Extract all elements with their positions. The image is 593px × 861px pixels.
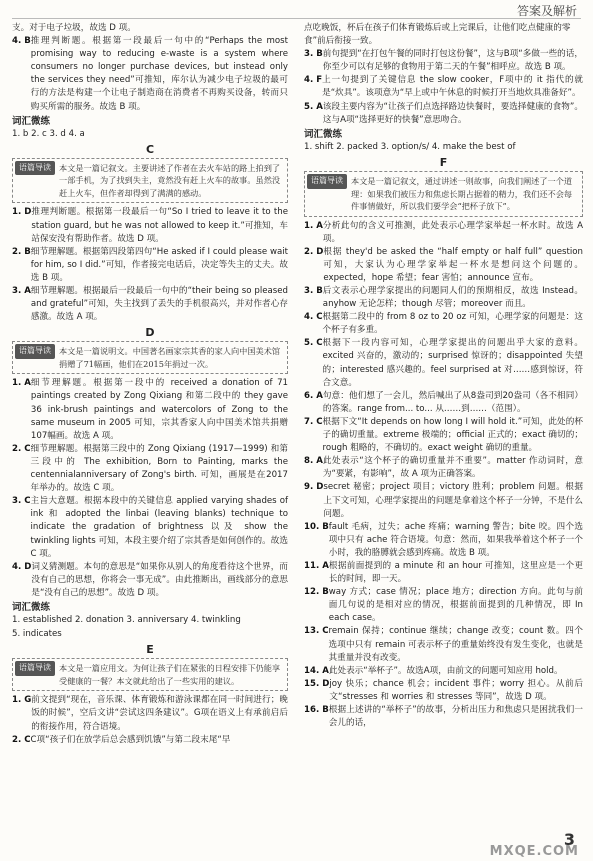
section-letter: E [146,643,154,657]
answer-entry [304,481,583,520]
left-column [12,22,288,747]
answer-number: 1. A [12,378,31,389]
answer-text: 此处表示“这个杯子的确切重量并不重要”。matter 作动词时，意为“要紧，有影响”，故 A 项为正确答案。 [322,456,583,480]
answer-entry [304,521,583,560]
section-letter: C [145,142,155,156]
passage-guide-tag: 语篇导读 [15,161,55,176]
vocab-answers: 1. b 2. c 3. d 4. a [12,128,85,139]
answer-entry [304,678,583,704]
vocab-heading: 词汇微练 [12,601,51,613]
answer-entry [304,560,583,586]
answer-number: 8. A [304,456,323,467]
page-header: 答案及解析 [516,4,577,18]
answer-number: 1. G [12,695,32,706]
answer-number: 3. A [12,286,31,296]
answer-number: 10. B [304,521,329,532]
header-divider [12,18,581,19]
answer-entry [304,665,583,678]
continued-text: 支。对于电子垃圾，故选 D 项。 [12,23,136,33]
answer-entry [12,377,288,442]
answer-number: 9. D [304,482,324,493]
answer-number: 14. A [304,665,329,676]
answer-text: 分析此句的含义可推测，此处表示心理学家举起一杯水时。故选 A 项。 [322,220,583,244]
answer-text: 后文表示心理学家提出的问题同人们的预期相反，故选 Instead。anyhow 无论怎样；though 尽管；moreover 而且。 [322,286,583,310]
answer-number: 4. B [12,36,31,47]
answer-text: 细节理解题。根据第三段中的 Zong Qixiang (1917—1999) 和第三段中的 The exhibition, Born to Painting, marks the centennialanniversary of Zong's birth. 可知，画展是在2017年举办的。故选 C 项。 [30,443,288,494]
answer-entry [12,694,288,733]
answer-entry [304,74,583,100]
answer-entry [304,48,583,74]
answer-number: 13. C [304,626,329,637]
answer-text: C项“孩子们在放学后总会感到饥饿”与第二段末尾“早 [30,734,231,745]
answer-entry [12,246,288,285]
answer-number: 1. D [12,207,32,218]
passage-guide-box [12,341,288,374]
answer-number: 7. C [304,416,323,427]
answer-entry [304,390,583,416]
answer-entry [304,285,583,311]
answer-entry [12,443,288,495]
answer-number: 2. D [304,246,324,257]
answer-text: way 方式；case 情况；place 地方；direction 方向。此句与前面几句说的是相对应的情况，根据前面提到的几种情况，即 In each case。 [328,587,583,624]
answer-text: 根据下一段内容可知，心理学家提出的问题出乎大家的意料。excited 兴奋的，激动的；surprised 惊讶的；disappointed 失望的；interested 感兴趣的。feel surprised at 对……感到惊讶，符合文意。 [322,338,583,388]
answer-number: 2. C [12,443,31,454]
passage-guide-tag: 语篇导读 [15,661,55,676]
watermark: MXQE.COM [489,844,579,859]
answer-number: 3. C [12,496,31,507]
answer-entry [304,586,583,625]
answer-text: 推理判断题。根据第一段最后一句中的“Perhaps the most promising way to reducing e-waste is a system where consumers no longer purchase devices, but instead only the services they need”可推知，库尔认为减少电子垃圾的最可行的方法是构建一个让电子制造商在消费者不再购买设备，转而只购买所需的服务。故选 B 项。 [30,36,288,112]
answer-text: secret 秘密；project 项目；victory 胜利；problem 问题。根据上下文可知，心理学家提出的问题是拿着这个杯子一分钟，不是什么问题。 [323,482,583,519]
answer-number: 3. B [304,286,323,296]
answer-text: 细节理解题。根据第四段第四句“He asked if I could please wait for him, so I did.”可知，作者接完电话后，决定等失主的丈夫。故选 B 项。 [30,246,288,283]
answer-text: fault 毛病，过失；ache 疼痛；warning 警告；bite 咬。四个选项中只有 ache 符合语境。句意：然而，如果我举着这个杯子一个小时，我的胳膊就会感到疼痛。故选 B 项。 [328,521,583,558]
passage-guide-tag: 语篇导读 [307,174,347,189]
section-letter: F [439,155,448,169]
passage-guide-text: 本文是一篇记叙文。主要讲述了作者在去火车站的路上拍到了一部手机，为了找到失主，竟然没有赶上火车的故事。虽然没赶上火车，但作者却得到了满满的感动。 [59,162,281,198]
answer-text: 词义猜测题。本句的意思是“如果你从别人的角度看待这个世界，而没有自己的思想，你将会一事无成”。由此推断出，画线部分的意思是“没有自己的思想”。故选 D 项。 [31,561,288,598]
answer-number: 11. A [304,560,329,571]
answer-text: 前文提到“现在，音乐课、体育锻炼和游泳课都在同一时间进行；晚饭的时候”，空后文讲“尝试这四条建议”。G项在语义上有承前启后的衔接作用，符合语境。 [31,695,288,732]
passage-guide-box [304,171,583,217]
answer-text: 根据下文“It depends on how long I will hold it.”可知，此处的杯子的确切重量。extreme 极端的；official 正式的；exact 确切的；rough 粗略的，不确切的。exact weight 确切的重量。 [322,416,583,454]
answer-number: 4. C [304,312,323,323]
answer-number: 4. D [12,561,32,572]
answer-entry [12,734,288,747]
answer-entry [304,625,583,664]
passage-guide-text: 本文是一篇说明文。中国著名画家宗其香的家人向中国美术馆捐赠了71幅画，他们在2015年捐过一次。 [59,346,281,369]
answer-number: 5. C [304,338,323,349]
answer-entry [304,246,583,285]
answer-number: 2. C [12,734,31,745]
answer-text: 根据 they'd be asked the “half empty or half full” question 可知，大家认为心理学家举起一杯水是想问这个问题的。expected，hope 希望；fear 害怕；announce 宣布。 [323,246,583,283]
answer-text: 主旨大意题。根据本段中的关键信息 applied varying shades of ink 和 adopted the linbai (leaving blanks) technique to indicate the gradation of brightness 以及 show the twinkling lights 可知，本段主要介绍了宗其香是如何创作的。故选 C 项。 [30,496,288,559]
passage-guide-tag: 语篇导读 [15,344,55,359]
answer-text: 细节理解题。根据第一段中的 received a donation of 71 paintings created by Zong Qixiang 和第二段中的 they gave 36 ink-brush paintings and watercolors of Zong to the same museum in 2005 可知，宗其香家人向中国美术馆共捐赠107幅画。故选 A 项。 [30,378,288,441]
vocab-answers: 1. shift 2. packed 3. option/s/ 4. make the best of [304,141,516,152]
answer-text: remain 保持；continue 继续；change 改变；count 数。四个选项中只有 remain 可表示杯子的重量始终没有发生变化，也就是其重量并没有改变。 [328,626,583,663]
passage-guide-text: 本文是一篇应用文。为何让孩子们在紧张的日程安排下仍能享受健康的一餐？本文就此给出了一些实用的建议。 [59,663,281,686]
page-number: 3 [563,830,575,849]
passage-guide-box [12,158,288,204]
answer-entry [304,220,583,246]
vocab-answers: 1. established 2. donation 3. anniversary 4. twinkling [12,615,241,626]
answer-entry [304,455,583,481]
answer-entry [12,285,288,324]
answer-entry [304,311,583,337]
answer-number: 5. A [304,101,323,112]
answer-number: 15. D [304,678,330,689]
answer-text: 根据第二段中的 from 8 oz to 20 oz 可知，心理学家的问题是：这个杯子有多重。 [322,312,583,336]
answer-number: 2. B [12,246,31,257]
answer-number: 16. B [304,705,329,715]
answer-text: 推理判断题。根据第一段最后一句“So I tried to leave it to the station guard, but he was not allowed to keep it.”可推知，车站保安没有帮助作者。故选 D 项。 [31,207,288,244]
answer-entry [12,561,288,600]
answer-text: 句意：他们想了一会儿，然后喊出了从8盎司到20盎司（各不相同）的答案。range from... to... 从……到……（范围）。 [322,390,583,414]
answer-number: 6. A [304,390,323,401]
continued-text: 点吃晚饭，杯后在孩子们体育锻炼后或上完课后，让他们吃点健康的零食”前后衔接一致。 [304,23,571,47]
answer-entry [304,337,583,389]
answer-number: 12. B [304,587,329,598]
answer-entry [304,101,583,127]
passage-guide-box [12,658,288,691]
answer-number: 3. B [304,49,323,60]
answer-entry [12,495,288,560]
answer-number: 4. F [304,75,323,86]
answer-text: 细节理解题。根据最后一段最后一句中的“their being so pleased and grateful”可知，失主找到了丢失的手机很高兴，并对作者心存感激。故选 A 项。 [30,286,288,323]
vocab-heading: 词汇微练 [12,115,51,127]
answer-entry [12,35,288,114]
vocab-heading: 词汇微练 [304,128,343,140]
answer-text: 该段主要内容为“让孩子们点选择路边快餐时，要选择健康的食物”。这与A项“选择更好的快餐”意思吻合。 [322,101,583,125]
vocab-answers: 5. indicates [12,629,62,640]
answer-entry [304,704,583,730]
section-letter: D [145,326,155,340]
answer-text: 根据上述讲的“举杯子”的故事，分析出压力和焦虑只是困扰我们一会儿的话， [328,705,583,729]
passage-guide-text: 本文是一篇记叙文，通过讲述一则故事，向我们阐述了一个道理：如果我们被压力和焦虑长期占据着的精力，我们还不会每件事情做好，所以我们要学会“把杯子放下”。 [351,176,573,212]
answer-text: 前句提到“在打包午餐的同时打包这份餐”，这与B项“多做一些的话，你至少可以有足够的食物用于第二天的午餐”相呼应。故选 B 项。 [322,49,583,73]
answer-text: 此处表示“举杯子”。故选A项，由前文的问题可知应用 hold。 [328,665,563,676]
answer-entry [12,206,288,245]
answer-text: 根据前面提到的 a minute 和 an hour 可推知，这里应是一个更长的时间，即一天。 [328,560,583,585]
answer-text: joy 快乐；chance 机会；incident 事件；worry 担心。从前后文“stresses 和 worries 和 stresses 等同”，故选 D 项。 [329,678,583,702]
right-column [304,22,583,730]
answer-number: 1. A [304,220,323,231]
answer-entry [304,416,583,455]
answer-text: 上一句提到了关键信息 the slow cooker，F项中的 it 指代的就是“炊具”。该项意为“早上或中午休息的时候打开当地炊具准备好”。 [322,75,583,99]
